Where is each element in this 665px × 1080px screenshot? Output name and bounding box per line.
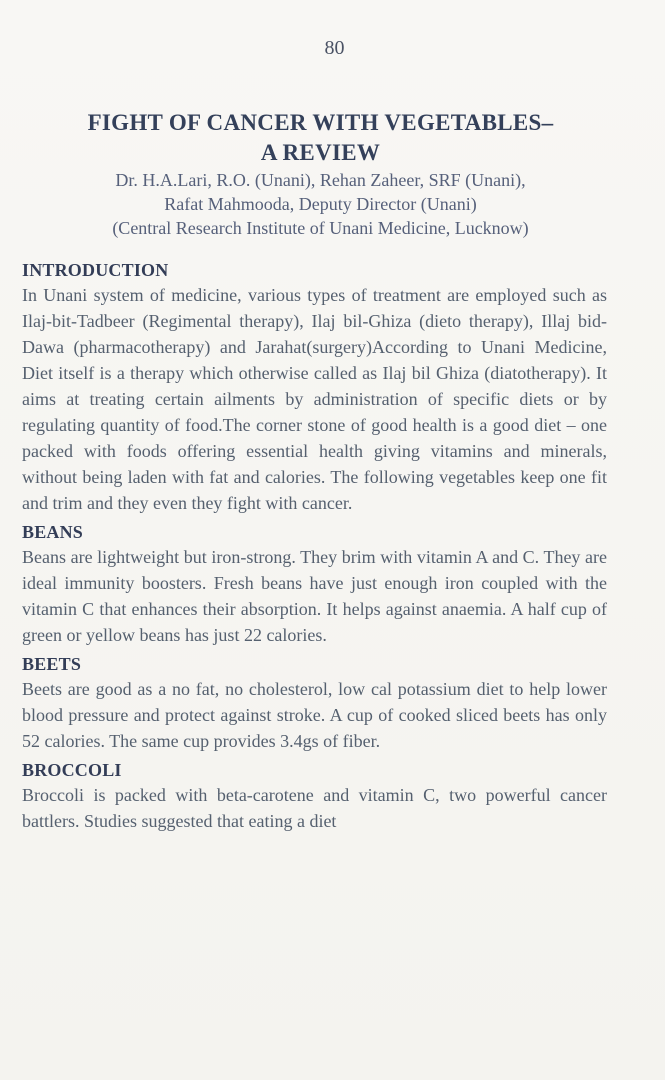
article-title-line-1: FIGHT OF CANCER WITH VEGETABLES– <box>87 110 554 135</box>
broccoli-heading: BROCCOLI <box>22 760 122 780</box>
author-affiliation-line: (Central Research Institute of Unani Medicine, Lucknow) <box>112 218 529 238</box>
article-header <box>44 108 597 240</box>
beets-paragraph: Beets are good as a no fat, no cholesterol, low cal potassium diet to help lower blood pressure and protect against stroke. A cup of cooked sliced beets has only 52 calories. The same cup provides 3.4gs of fiber. <box>22 679 607 751</box>
page-number: 80 <box>324 37 345 59</box>
article-body <box>22 258 607 834</box>
article-title-line-2: A REVIEW <box>260 140 381 165</box>
introduction-heading: INTRODUCTION <box>22 260 169 280</box>
author-line-2: Rafat Mahmooda, Deputy Director (Unani) <box>164 194 477 214</box>
beans-heading: BEANS <box>22 522 84 542</box>
introduction-paragraph: In Unani system of medicine, various types of treatment are employed such as Ilaj-bit-Tadbeer (Regimental therapy), Ilaj bil-Ghiza (dieto therapy), Illaj bid-Dawa (pharmacotherapy) and Jarahat(surgery)According to Unani Medicine, Diet itself is a therapy which otherwise called as Ilaj bil Ghiza (diatotherapy). It aims at treating certain ailments by administration of specific diets or by regulating quantity of food.The corner stone of good health is a good diet – one packed with foods offering essential health giving vitamins and minerals, without being laden with fat and calories. The following vegetables keep one fit and trim and they even they fight with cancer. <box>22 285 607 513</box>
beets-heading: BEETS <box>22 654 82 674</box>
beans-paragraph: Beans are lightweight but iron-strong. They brim with vitamin A and C. They are ideal immunity boosters. Fresh beans have just enough iron coupled with the vitamin C that enhances their absorption. It helps against anaemia. A half cup of green or yellow beans has just 22 calories. <box>22 547 607 645</box>
broccoli-paragraph: Broccoli is packed with beta-carotene and vitamin C, two powerful cancer battlers. Studies suggested that eating a diet <box>22 785 607 831</box>
author-line-1: Dr. H.A.Lari, R.O. (Unani), Rehan Zaheer, SRF (Unani), <box>115 170 526 190</box>
